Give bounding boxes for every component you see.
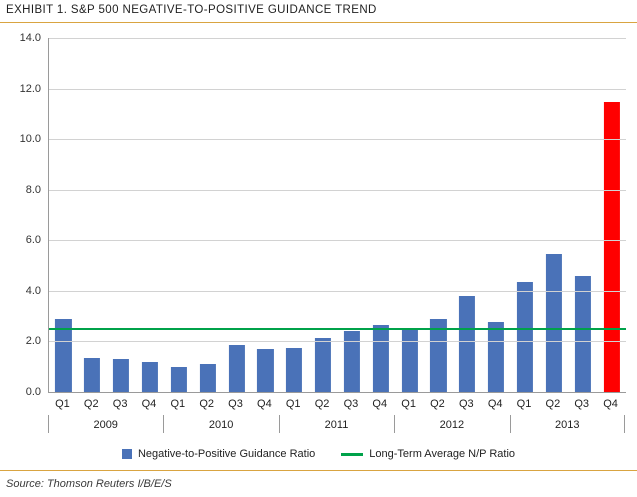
- y-axis-tick-label: 10.0: [19, 133, 41, 146]
- bar[interactable]: [200, 364, 216, 392]
- bar-slot: [280, 38, 309, 392]
- bar[interactable]: [373, 325, 389, 392]
- x-axis-quarter-label: Q4: [141, 398, 157, 410]
- bar[interactable]: [84, 358, 100, 392]
- bar-slot: [338, 38, 367, 392]
- y-axis-tick-label: 8.0: [25, 183, 41, 196]
- bar-slot: [539, 38, 568, 392]
- y-axis-tick-label: 12.0: [19, 82, 41, 95]
- legend-label-bars: Negative-to-Positive Guidance Ratio: [137, 448, 316, 460]
- chart-legend: [0, 444, 637, 464]
- x-axis-quarter-label: Q3: [343, 398, 359, 410]
- year-separator: [624, 415, 625, 433]
- x-axis-quarter-label: Q4: [257, 398, 272, 410]
- x-axis-quarter-label: Q1: [170, 398, 186, 410]
- bar-slot: [511, 38, 540, 392]
- gridline: [49, 291, 626, 292]
- legend-item-bars: [122, 448, 315, 460]
- legend-item-average: [341, 448, 515, 460]
- long-term-average-line: [49, 328, 626, 330]
- x-axis-year-label: 2013: [555, 419, 580, 431]
- x-axis-year-label: 2009: [93, 419, 118, 431]
- bar-slot: [164, 38, 193, 392]
- bar-slot: [453, 38, 482, 392]
- bar-slot: [49, 38, 78, 392]
- line-swatch-icon: [341, 453, 363, 456]
- bar-slot: [395, 38, 424, 392]
- title-divider: [0, 22, 637, 23]
- y-axis-tick-label: 6.0: [25, 234, 41, 247]
- legend-label-average: Long-Term Average N/P Ratio: [369, 448, 516, 460]
- gridline: [49, 139, 626, 140]
- y-axis-tick-label: 4.0: [25, 284, 41, 297]
- x-axis-year-label: 2010: [208, 419, 234, 431]
- x-axis-quarter-label: Q2: [199, 398, 215, 410]
- bar[interactable]: [315, 338, 331, 392]
- y-axis-tick-label: 14.0: [19, 32, 41, 44]
- bar-slot: [568, 38, 597, 392]
- gridline: [49, 89, 626, 90]
- bar[interactable]: [228, 345, 244, 392]
- bar[interactable]: [286, 348, 302, 392]
- bar[interactable]: [488, 322, 504, 392]
- x-axis-year-label: 2011: [324, 419, 349, 431]
- bar[interactable]: [575, 276, 591, 392]
- bar-slot: [78, 38, 107, 392]
- bar[interactable]: [344, 331, 360, 392]
- x-axis-quarter-label: Q3: [112, 398, 128, 410]
- plot-area: [48, 38, 626, 393]
- bar[interactable]: [603, 102, 619, 392]
- bar[interactable]: [546, 254, 562, 392]
- year-separator: [279, 415, 280, 433]
- x-axis-quarter-label: Q2: [83, 398, 99, 410]
- bar[interactable]: [459, 296, 475, 392]
- gridline: [49, 341, 626, 342]
- gridline: [49, 38, 626, 39]
- x-axis-quarter-label: Q4: [487, 398, 503, 410]
- bar[interactable]: [402, 329, 418, 392]
- x-axis-quarter-labels: [48, 393, 626, 415]
- x-axis-quarter-label: Q3: [458, 398, 474, 410]
- guidance-trend-chart: [0, 26, 637, 466]
- x-axis-quarter-label: Q2: [430, 398, 445, 410]
- bar-swatch-icon: [122, 449, 132, 459]
- x-axis-quarter-label: Q4: [603, 398, 618, 410]
- y-axis-tick-label: 0.0: [25, 386, 41, 398]
- x-axis-quarter-label: Q1: [55, 398, 70, 410]
- source-note: Source: Thomson Reuters I/B/E/S: [6, 478, 172, 490]
- year-separator: [394, 415, 395, 433]
- x-axis-year-labels: [48, 415, 626, 439]
- x-axis-quarter-label: Q2: [314, 398, 330, 410]
- x-axis-quarter-label: Q1: [401, 398, 416, 410]
- bar-slot: [136, 38, 165, 392]
- bar-slot: [366, 38, 395, 392]
- bar-slot: [597, 38, 626, 392]
- bar-series: [49, 38, 626, 392]
- exhibit-title: EXHIBIT 1. S&P 500 NEGATIVE-TO-POSITIVE GUIDANCE TREND: [6, 4, 377, 16]
- x-axis-quarter-label: Q2: [545, 398, 561, 410]
- x-axis-quarter-label: Q3: [574, 398, 590, 410]
- bar[interactable]: [517, 282, 533, 392]
- bar-slot: [107, 38, 136, 392]
- x-axis-quarter-label: Q1: [285, 398, 301, 410]
- gridline: [49, 240, 626, 241]
- bar-slot: [251, 38, 280, 392]
- bar-slot: [482, 38, 511, 392]
- bar-slot: [424, 38, 453, 392]
- x-axis-quarter-label: Q4: [372, 398, 388, 410]
- y-axis-tick-label: 2.0: [25, 335, 41, 348]
- bar-slot: [309, 38, 338, 392]
- bar[interactable]: [113, 359, 129, 392]
- bar[interactable]: [142, 362, 158, 392]
- bar[interactable]: [171, 367, 187, 392]
- gridline: [49, 190, 626, 191]
- year-separator: [48, 415, 49, 433]
- year-separator: [163, 415, 164, 433]
- year-separator: [510, 415, 511, 433]
- bar[interactable]: [257, 349, 273, 392]
- x-axis-quarter-label: Q3: [228, 398, 243, 410]
- x-axis-year-label: 2012: [439, 419, 465, 431]
- footer-divider: [0, 470, 637, 471]
- bar-slot: [193, 38, 222, 392]
- x-axis-quarter-label: Q1: [516, 398, 532, 410]
- bar-slot: [222, 38, 251, 392]
